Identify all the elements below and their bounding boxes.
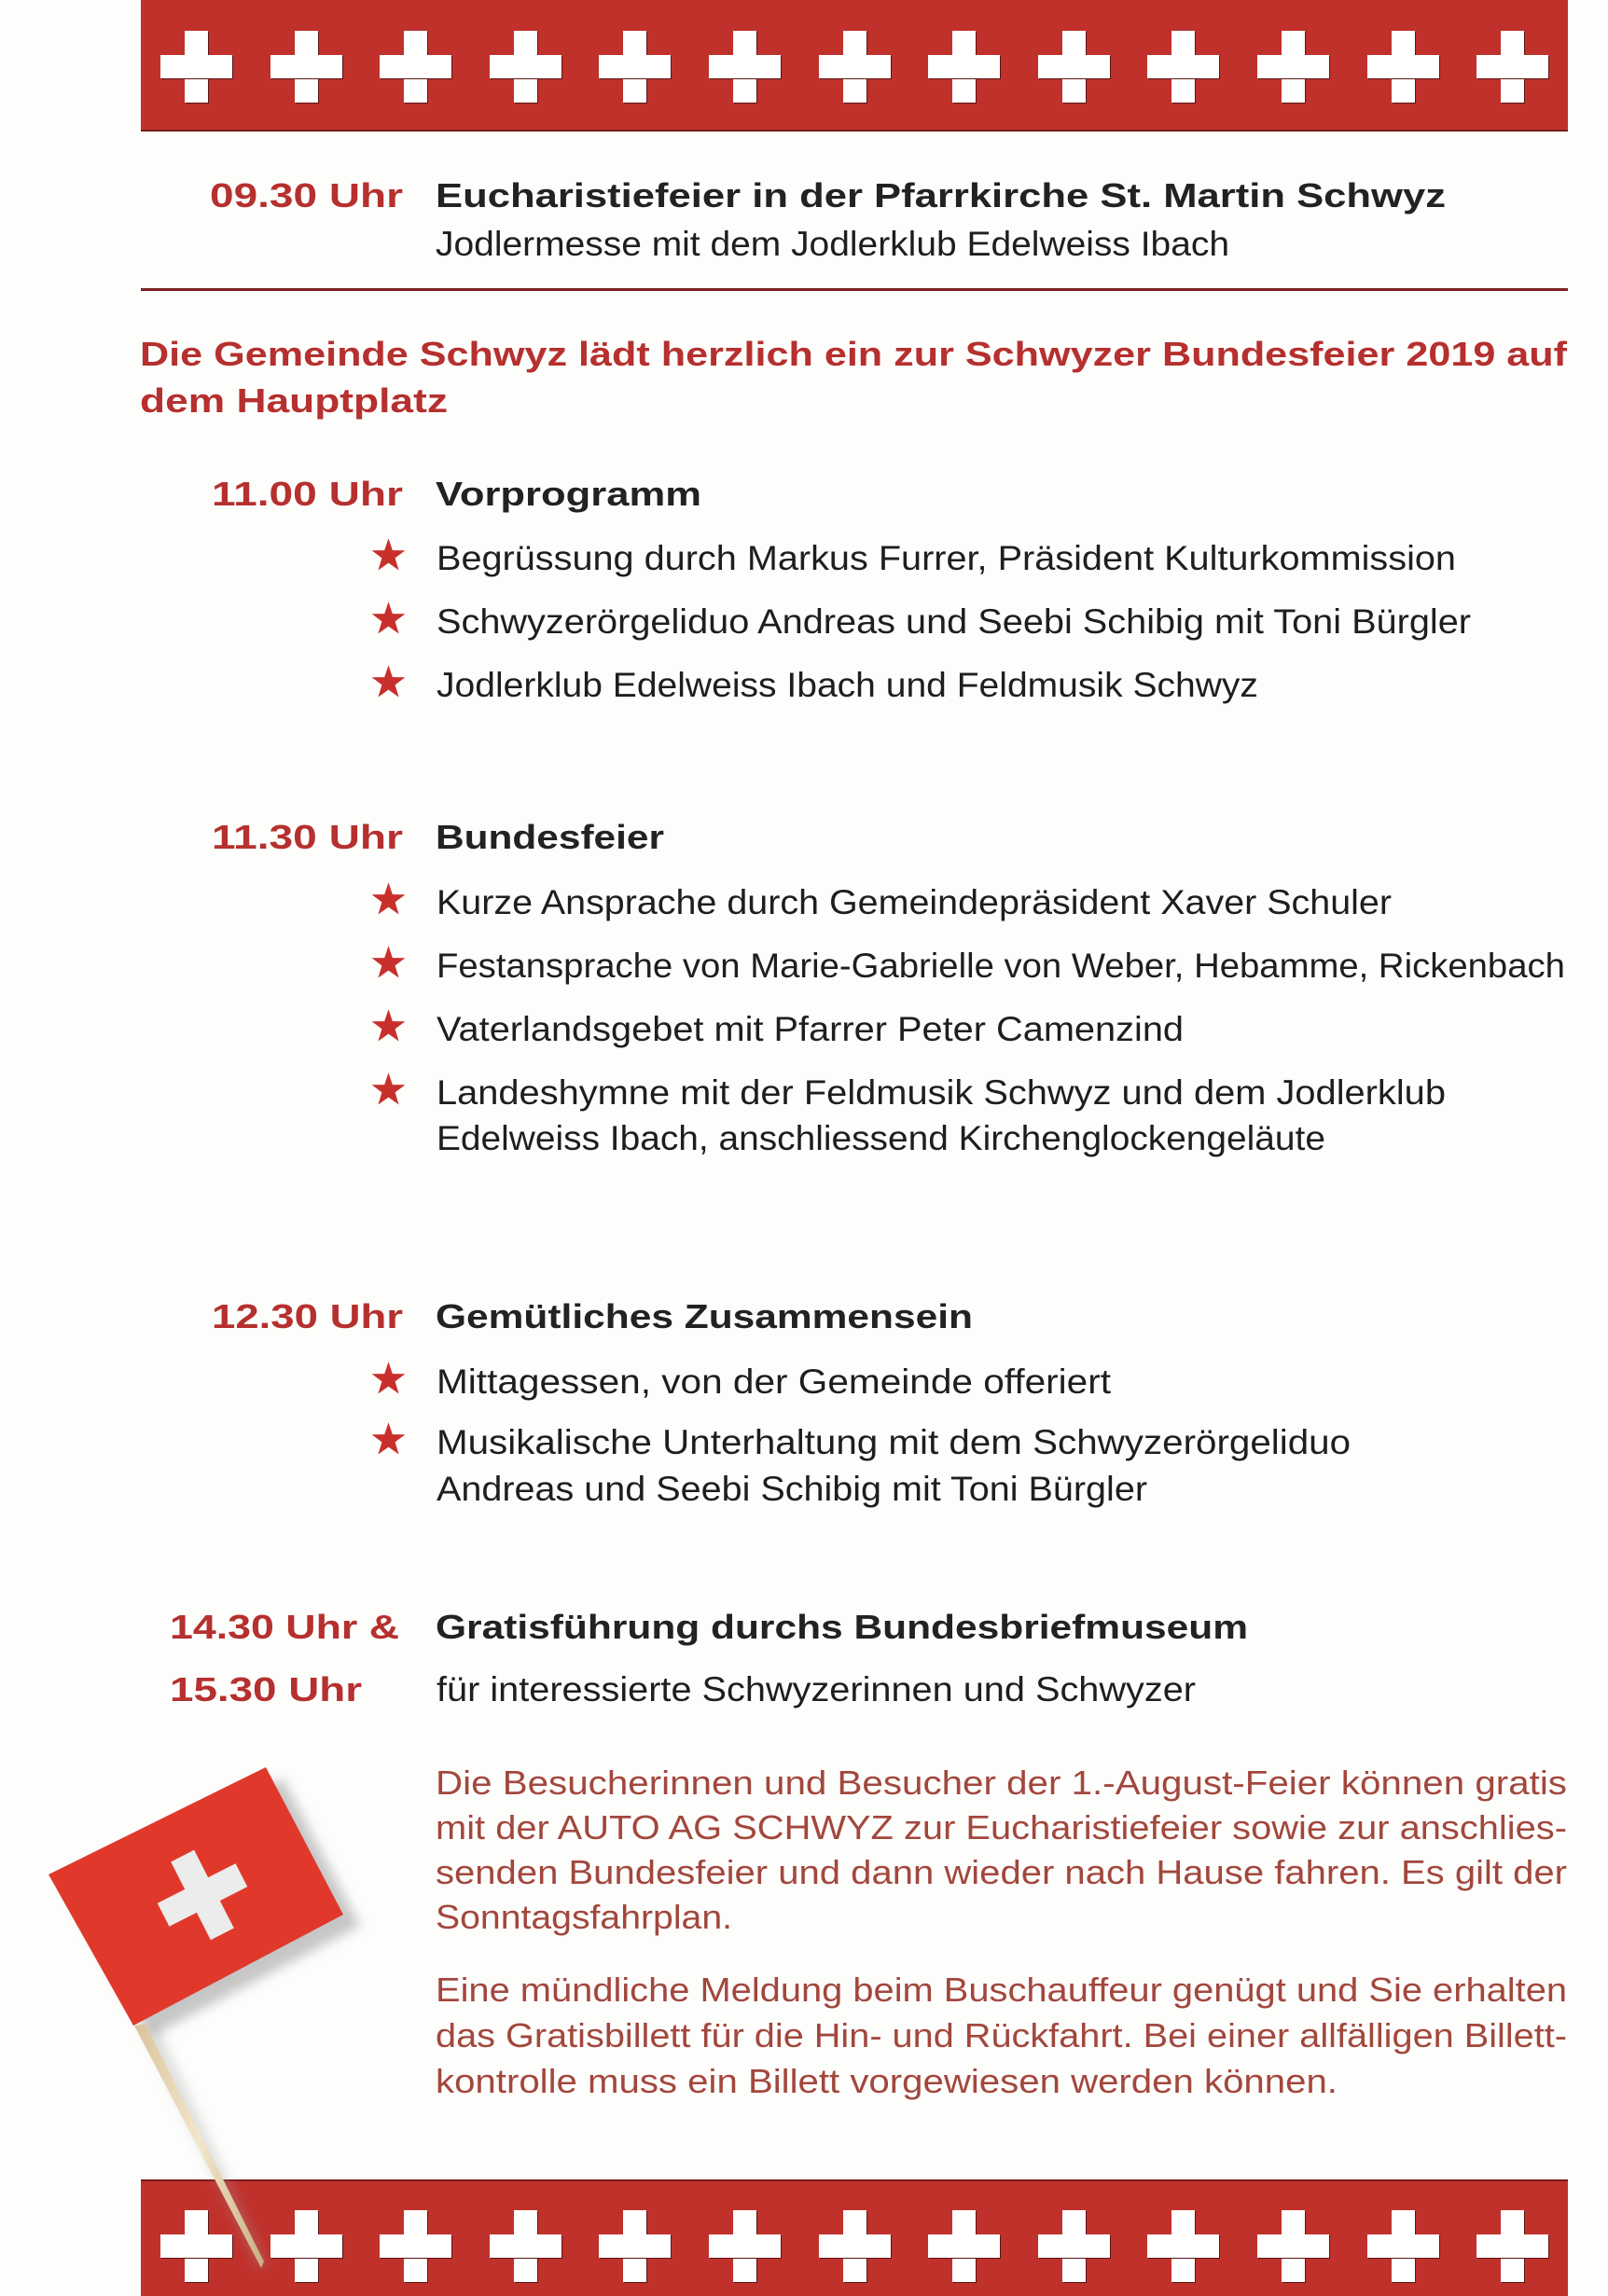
intro-line: dem Hauptplatz	[140, 381, 449, 421]
program-title: Vorprogramm	[436, 475, 701, 514]
program-subtitle: für interessierte Schwyzerinnen und Schwyzer	[437, 1670, 1197, 1709]
program-time-second: 15.30 Uhr	[170, 1670, 363, 1709]
swiss-cross-icon	[1038, 31, 1110, 103]
program-title: Gratisführung durchs Bundesbriefmuseum	[436, 1608, 1249, 1647]
program-title: Gemütliches Zusammensein	[436, 1297, 973, 1336]
swiss-cross-icon	[599, 2210, 671, 2282]
swiss-cross-icon	[819, 31, 891, 103]
swiss-cross-icon	[1257, 31, 1329, 103]
program-item: Jodlerklub Edelweiss Ibach und Feldmusik Schwyz	[437, 666, 1258, 705]
swiss-cross-icon	[928, 2210, 1000, 2282]
swiss-cross-icon	[1038, 2210, 1110, 2282]
star-icon	[371, 602, 406, 635]
swiss-cross-icon	[490, 2210, 561, 2282]
notice-line: kontrolle muss ein Billett vorgewiesen werden können.	[436, 2062, 1338, 2101]
notice-line: Sonntagsfahrplan.	[436, 1898, 732, 1937]
program-item-continuation: Edelweiss Ibach, anschliessend Kirchenglockengeläute	[437, 1119, 1325, 1158]
swiss-cross-icon	[819, 2210, 891, 2282]
divider-rule	[141, 288, 1568, 291]
swiss-cross-icon	[160, 31, 232, 103]
notice-line: Die Besucherinnen und Besucher der 1.-August-Feier können gratis	[436, 1763, 1567, 1803]
swiss-cross-icon	[928, 31, 1000, 103]
swiss-cross-icon	[709, 2210, 781, 2282]
notice-line: mit der AUTO AG SCHWYZ zur Eucharistiefeier sowie zur anschlies-	[436, 1808, 1568, 1847]
notice-line: das Gratisbillett für die Hin- und Rückfahrt. Bei einer allfälligen Billett-	[436, 2016, 1567, 2055]
swiss-cross-icon	[599, 31, 671, 103]
program-item: Festansprache von Marie-Gabrielle von Weber, Hebamme, Rickenbach	[437, 947, 1565, 986]
event-subtitle: Jodlermesse mit dem Jodlerklub Edelweiss Ibach	[436, 225, 1230, 264]
star-icon	[371, 882, 406, 916]
program-item: Kurze Ansprache durch Gemeindepräsident Xaver Schuler	[437, 883, 1392, 922]
program-time: 12.30 Uhr	[212, 1297, 403, 1336]
notice-line: senden Bundesfeier und dann wieder nach Hause fahren. Es gilt der	[436, 1853, 1568, 1892]
swiss-cross-icon	[1476, 2210, 1548, 2282]
swiss-cross-icon	[380, 31, 451, 103]
program-item: Landeshymne mit der Feldmusik Schwyz und dem Jodlerklub	[437, 1073, 1446, 1113]
swiss-cross-icon	[1147, 2210, 1219, 2282]
swiss-cross-icon	[1257, 2210, 1329, 2282]
star-icon	[371, 538, 406, 572]
star-icon	[371, 1362, 406, 1395]
notice-line: Eine mündliche Meldung beim Buschauffeur genügt und Sie erhalten	[436, 1971, 1568, 2010]
program-item: Schwyzerörgeliduo Andreas und Seebi Schibig mit Toni Bürgler	[437, 602, 1472, 642]
program-item: Musikalische Unterhaltung mit dem Schwyzerörgeliduo	[437, 1423, 1352, 1462]
swiss-cross-icon	[1476, 31, 1548, 103]
program-time: 11.00 Uhr	[212, 475, 404, 514]
star-icon	[371, 1422, 406, 1456]
top-cross-banner	[141, 0, 1568, 131]
event-title: Eucharistiefeier in der Pfarrkirche St. Martin Schwyz	[436, 176, 1447, 215]
program-time: 11.30 Uhr	[212, 818, 404, 857]
intro-line: Die Gemeinde Schwyz lädt herzlich ein zur Schwyzer Bundesfeier 2019 auf	[140, 335, 1568, 374]
program-item: Vaterlandsgebet mit Pfarrer Peter Camenzind	[437, 1010, 1185, 1049]
program-item: Mittagessen, von der Gemeinde offeriert	[437, 1362, 1112, 1402]
toothpick	[134, 2024, 264, 2268]
event-time: 09.30 Uhr	[210, 176, 403, 215]
swiss-cross-icon	[709, 31, 781, 103]
star-icon	[371, 946, 406, 979]
swiss-cross-icon	[1147, 31, 1219, 103]
star-icon	[371, 1009, 406, 1043]
swiss-cross-icon	[270, 31, 342, 103]
swiss-cross-icon	[1367, 2210, 1439, 2282]
swiss-cross-icon	[1367, 31, 1439, 103]
swiss-cross-icon	[490, 31, 561, 103]
star-icon	[371, 1072, 406, 1106]
star-icon	[371, 665, 406, 698]
program-item: Begrüssung durch Markus Furrer, Präsident Kulturkommission	[437, 539, 1456, 578]
swiss-flag-toothpick-icon	[0, 1753, 392, 2275]
program-time: 14.30 Uhr &	[170, 1608, 399, 1647]
program-title: Bundesfeier	[436, 818, 664, 857]
program-item-continuation: Andreas und Seebi Schibig mit Toni Bürgler	[437, 1470, 1147, 1509]
